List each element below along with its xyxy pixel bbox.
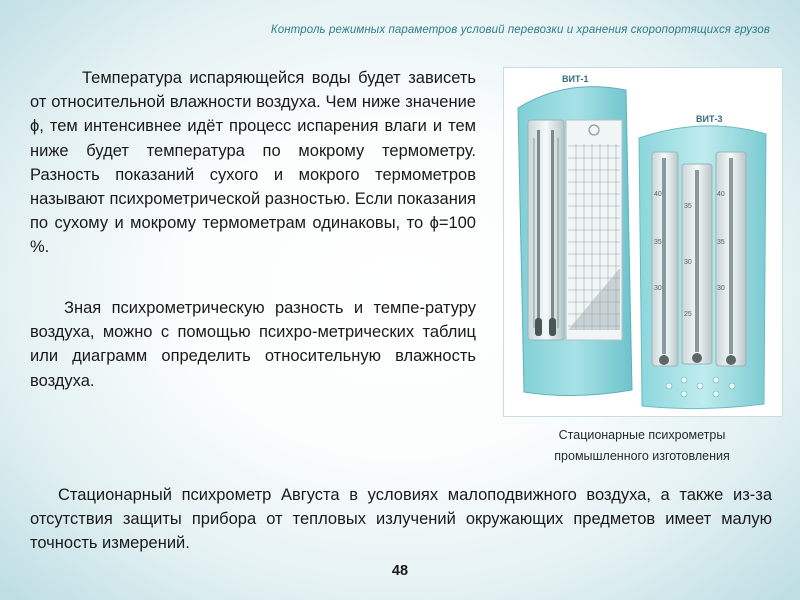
svg-text:40: 40 [717, 191, 725, 198]
slide-header: Контроль режимных параметров условий перевозки и хранения скоропортящихся грузов [270, 24, 770, 36]
svg-text:30: 30 [654, 285, 662, 292]
paragraph-august-psychrometer: Стационарный психрометр Августа в условиях малоподвижного воздуха, а также из-за отсутствия защиты прибора от тепловых излучений окружающих предметов имеет малую точность измерений. [30, 486, 772, 553]
psychrometers-photo [503, 67, 783, 417]
svg-text:35: 35 [684, 203, 692, 210]
svg-text:35: 35 [654, 239, 662, 246]
paragraph-humidity-evaporation: Температура испаряющейся воды будет зависеть от относительной влажности воздуха. Чем ниже значение ϕ, тем интенсивнее идёт процесс испарения влаги и тем ниже будет температура по мокрому термометру. Разность показаний сухого и мокрого термометров называют психрометрической разностью. Если показания по сухому и мокрому термометрам одинаковы, то ϕ=100 %. [30, 69, 476, 257]
svg-text:30: 30 [717, 285, 725, 292]
paragraph-psychrometric-tables: Зная психрометрическую разность и темпе-ратуру воздуха, можно с помощью психро-метрических таблиц или диаграмм определить относительную влажность воздуха. [30, 299, 476, 390]
caption-line-2: промышленного изготовления [554, 449, 730, 463]
svg-text:40: 40 [654, 191, 662, 198]
page-number: 48 [391, 563, 409, 579]
label-vit1: ВИТ-1 [562, 74, 589, 84]
figure-caption [503, 425, 781, 467]
svg-text:35: 35 [717, 239, 725, 246]
caption-line-1: Стационарные психрометры [558, 428, 726, 442]
svg-text:30: 30 [684, 259, 692, 266]
psychrometers-illustration [504, 68, 782, 416]
svg-text:25: 25 [684, 311, 692, 318]
label-vit3: ВИТ-3 [696, 114, 723, 124]
